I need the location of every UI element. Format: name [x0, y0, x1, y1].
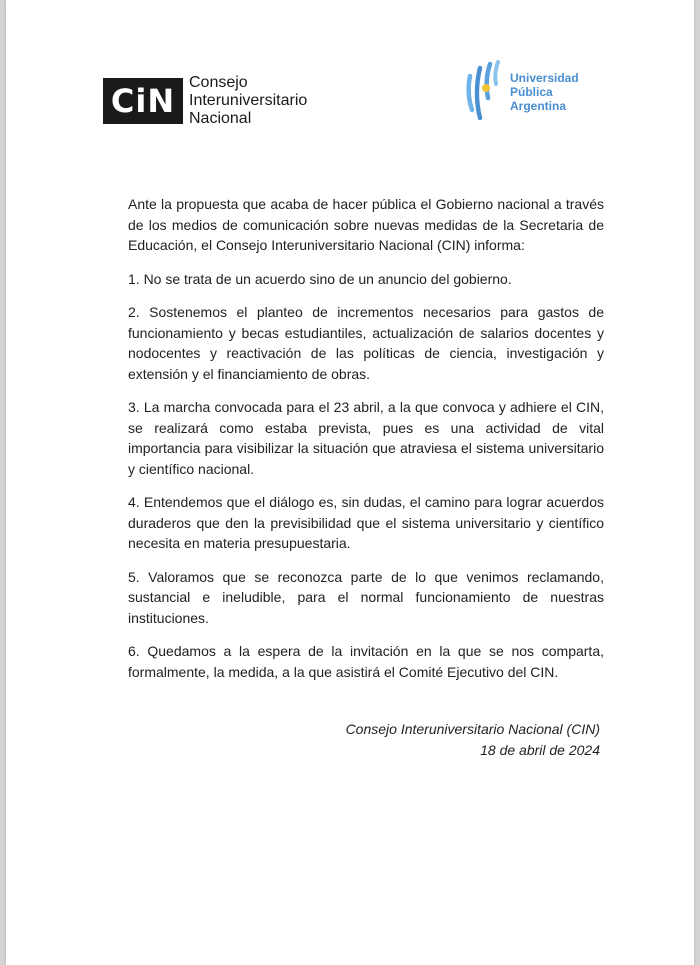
- point-2: 2. Sostenemos el planteo de incrementos necesarios para gastos de funcionamiento y becas estudiantiles, actualización de salarios docentes y nodocentes y reactivación de las políticas de ciencia, investigación y extensión y el financiamiento de obras.: [128, 304, 604, 382]
- upa-logo-line2: Pública: [510, 85, 553, 99]
- upa-logo: [462, 60, 579, 124]
- signature-org: Consejo Interuniversitario Nacional (CIN): [345, 721, 600, 737]
- cin-logo: [103, 74, 307, 128]
- upa-logo-line3: Argentina: [510, 99, 567, 113]
- point-3: 3. La marcha convocada para el 23 abril, a la que convoca y adhiere el CIN, se realizará como estaba prevista, pues es una actividad de vital importancia para visibilizar la situación que atraviesa el sistema universitario y científico nacional.: [128, 399, 604, 477]
- document-page: [6, 0, 694, 965]
- point-5: 5. Valoramos que se reconozca parte de lo que venimos reclamando, sustancial e ineludible, para el normal funcionamiento de nuestras instituciones.: [128, 568, 604, 626]
- intro-paragraph: Ante la propuesta que acaba de hacer pública el Gobierno nacional a través de los medios de comunicación sobre nuevas medidas de la Secretaria de Educación, el Consejo Interuniversitario Nacional (CIN) informa:: [128, 196, 604, 253]
- cin-logo-line1: Consejo: [189, 74, 248, 91]
- upa-logo-line1: Universidad: [510, 71, 579, 85]
- cin-logo-line3: Nacional: [189, 110, 252, 127]
- cin-logo-line2: Interuniversitario: [189, 92, 308, 109]
- point-1: 1. No se trata de un acuerdo sino de un anuncio del gobierno.: [128, 270, 512, 287]
- point-4: 4. Entendemos que el diálogo es, sin dudas, el camino para lograr acuerdos duraderos que den la previsibilidad que el sistema universitario y científico necesita en materia presupuestaria.: [128, 494, 604, 551]
- upa-stripes-icon: [462, 60, 506, 124]
- upa-logo-text: [510, 71, 579, 113]
- signature-date: 18 de abril de 2024: [480, 742, 600, 758]
- point-6: 6. Quedamos a la espera de la invitación en la que se nos comparta, formalmente, la medida, a la que asistirá el Comité Ejecutivo del CIN.: [128, 643, 604, 680]
- document-body: [128, 194, 604, 695]
- cin-logo-mark: CiN: [103, 78, 183, 124]
- cin-logo-text: [189, 74, 307, 128]
- signature-block: [346, 719, 600, 761]
